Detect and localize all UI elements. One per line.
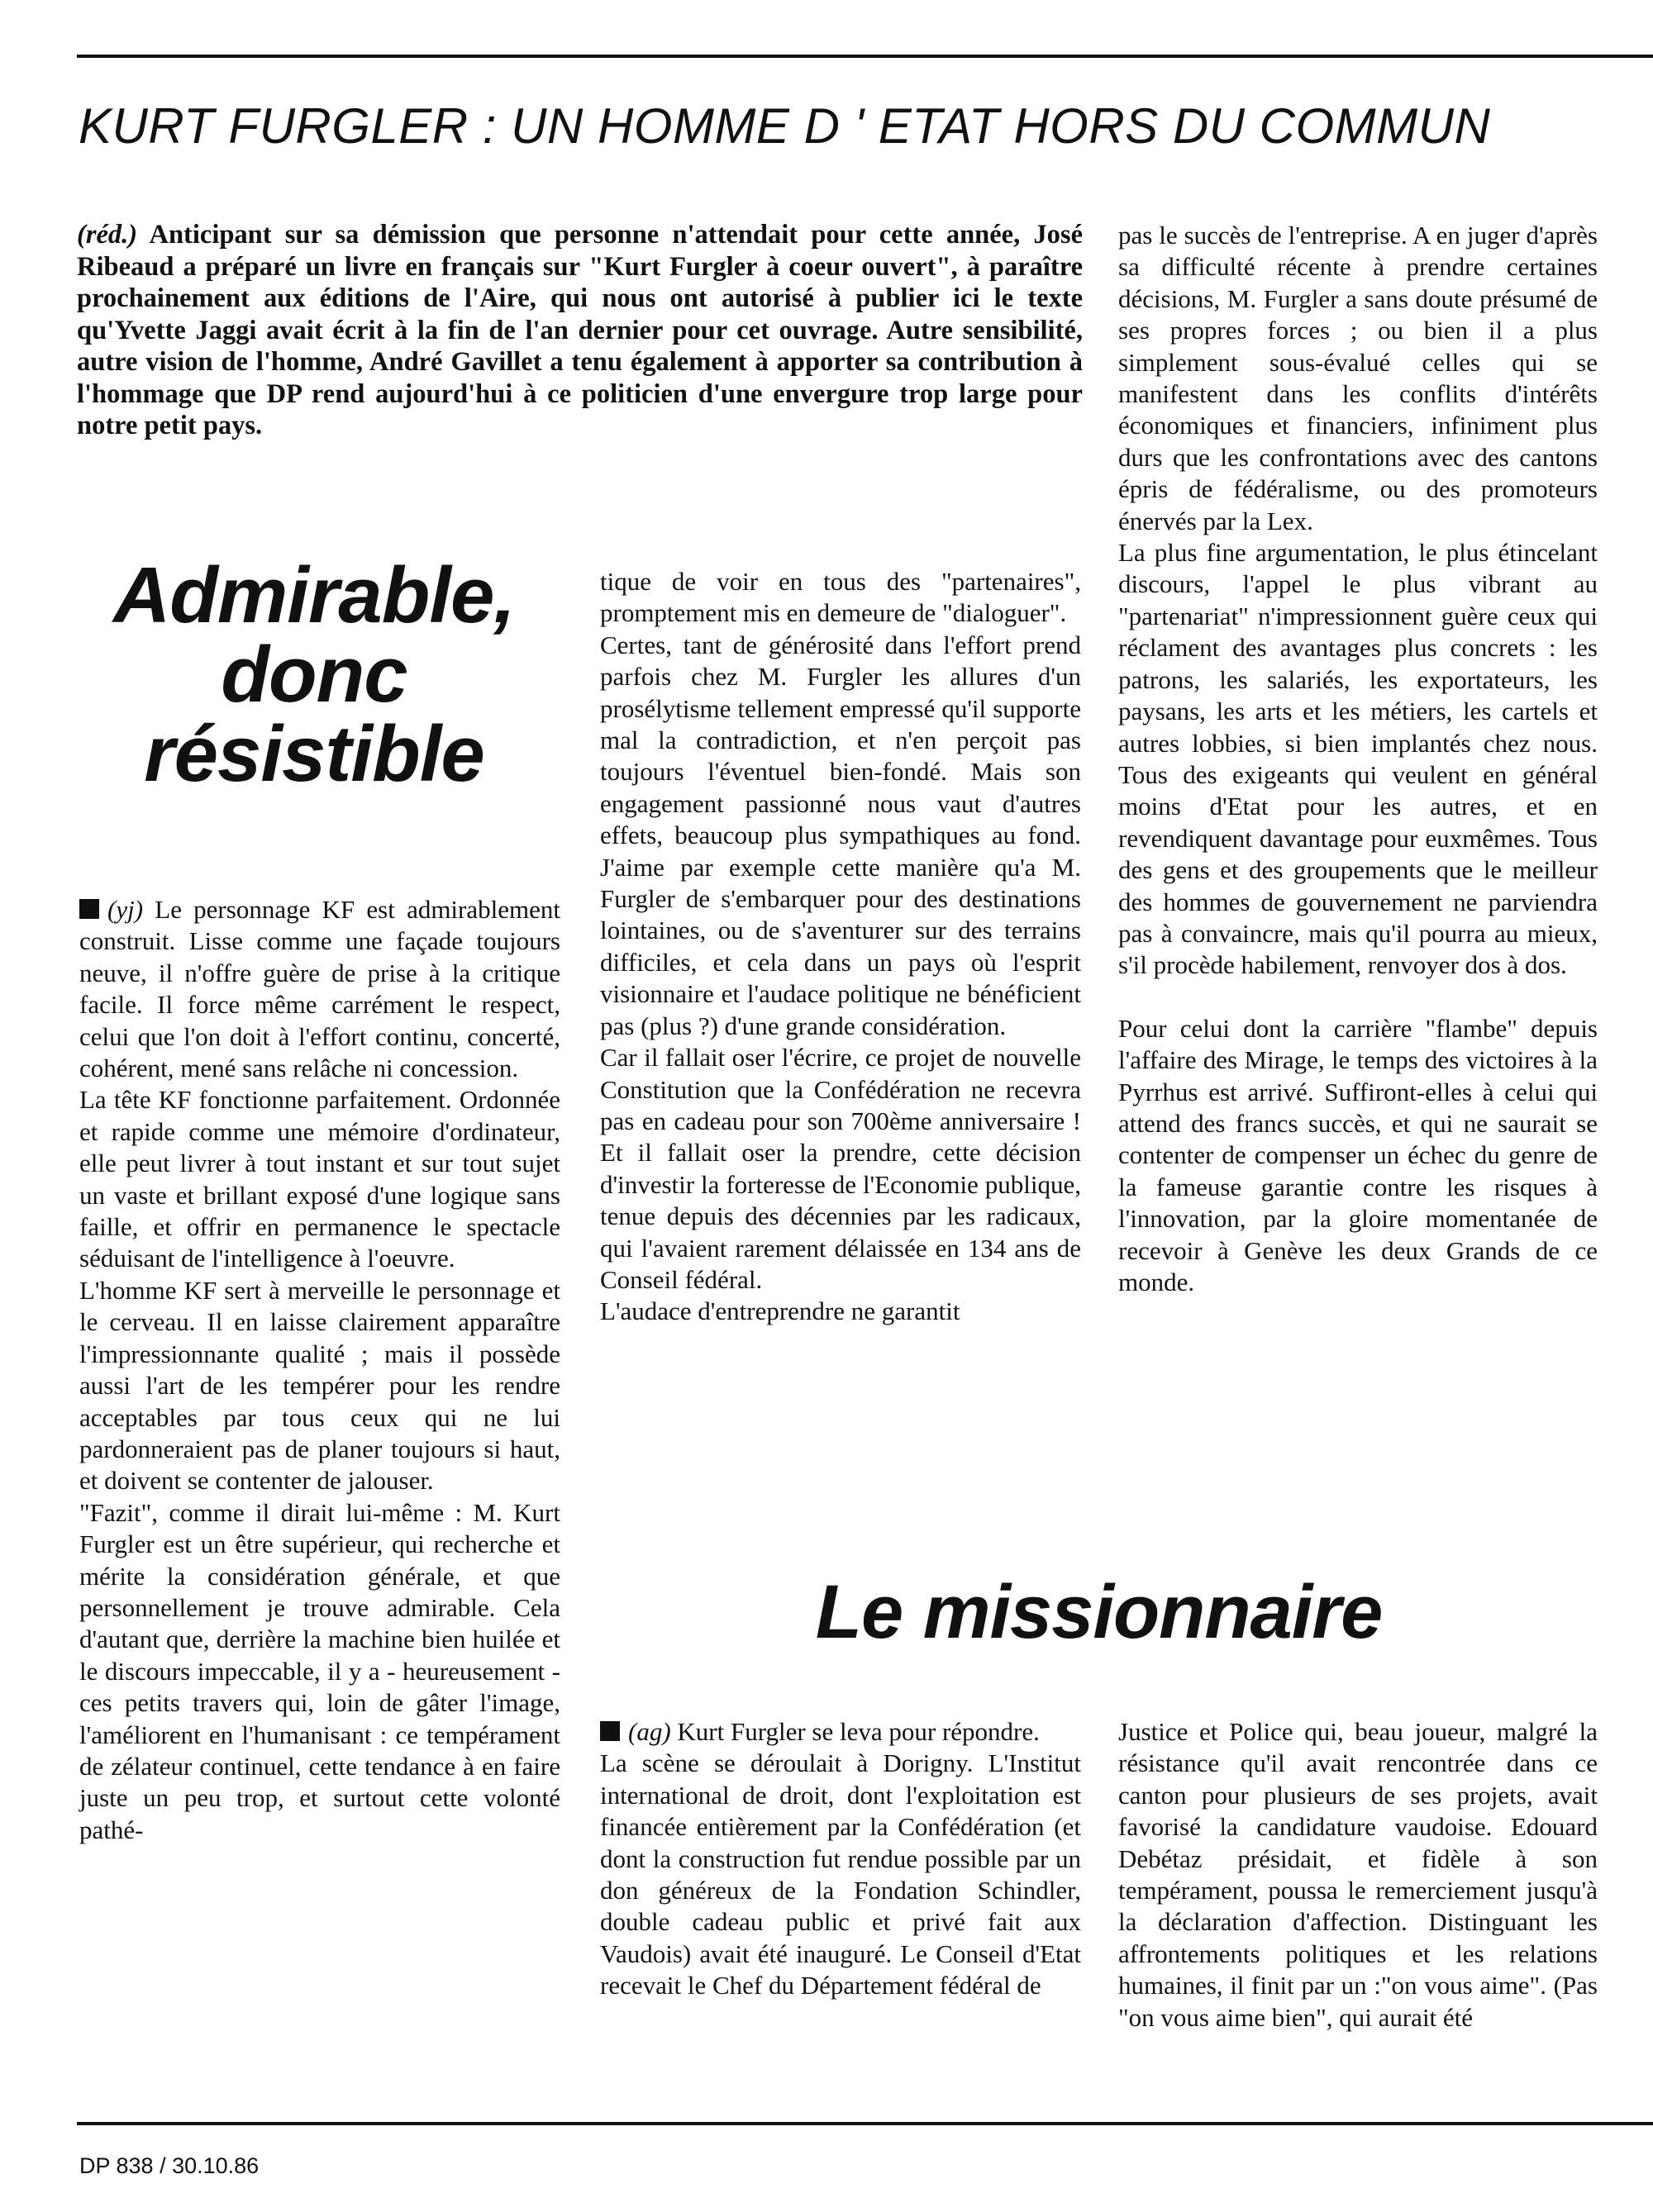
paragraph: La tête KF fonctionne parfaitement. Ordonnée et rapide comme une mémoire d'ordinateur, elle peut livrer à tout instant et sur tout sujet un vaste et brillant exposé d'une logique sans faille, et offrir en permanence le spectacle séduisant de l'intelligence à l'oeuvre. bbox=[79, 1085, 560, 1273]
paragraph: La plus fine argumentation, le plus étincelant discours, l'appel le plus vibrant au "partenariat" n'impressionnent guère ceux qui réclament des avantages plus concrets : les patrons, les salariés, les exportateurs, les paysans, les arts et les métiers, les cartels et autres lobbies, si bien implantés chez nous. Tous des exigeants qui veulent en général moins d'Etat pour les autres, et en revendiquent davantage pour euxmêmes. Tous des gens et des groupements que le meilleur des hommes de gouvernement ne parviendra pas à convaincre, mais qu'il pourra au mieux, s'il procède habilement, renvoyer dos à dos. bbox=[1118, 538, 1598, 980]
paragraph: pas le succès de l'entreprise. A en juger d'après sa difficulté récente à prendre certaines décisions, M. Furgler a sans doute présumé de ses propres forces ; ou bien il a plus simplement sous-évalué celles qui se manifestent dans les conflits d'intérêts économiques et financiers, infiniment plus durs que les confrontations avec des cantons épris de fédéralisme, ou des promoteurs énervés par la Lex. bbox=[1118, 221, 1598, 535]
top-rule bbox=[77, 55, 1653, 58]
bottom-rule bbox=[77, 2122, 1653, 2125]
paragraph: Le personnage KF est admirablement construit. Lisse comme une façade toujours neuve, il n'offre guère de prise à la critique facile. Il force même carrément le respect, celui que l'on doit à l'effort continu, concerté, cohérent, mené sans relâche ni concession. bbox=[79, 895, 560, 1083]
issue-footer: DP 838 / 30.10.86 bbox=[79, 2153, 260, 2178]
paragraph: La scène se déroulait à Dorigny. L'Institut international de droit, dont l'exploitation est financée entièrement par la Confédération (et dont la construction fut rendue possible par un don généreux de la Fondation Schindler, double cadeau public et privé fait aux Vaudois) avait été inauguré. Le Conseil d'Etat recevait le Chef du Département fédéral de bbox=[600, 1748, 1081, 2000]
column-3-text bbox=[1118, 220, 1598, 1298]
intro-text: Anticipant sur sa démission que personne n'attendait pour cette année, José Ribeaud a préparé un livre en français sur "Kurt Furgler à coeur ouvert", à paraître prochainement aux éditions de l'Aire, qui nous ont autorisé à publier ici le texte qu'Yvette Jaggi avait écrit à la fin de l'an dernier pour cet ouvrage. Autre sensibilité, autre vision de l'homme, André Gavillet a tenu également à apporter sa contribution à l'hommage que DP rend aujourd'hui à ce politicien d'une envergure trop large pour notre petit pays. bbox=[77, 220, 1083, 440]
paragraph: Certes, tant de générosité dans l'effort prend parfois chez M. Furgler les allures d'un prosélytisme tellement empressé qu'il supporte mal la contradiction, et n'en perçoit pas toujours l'éventuel bien-fondé. Mais son engagement passionné nous vaut d'autres effets, beaucoup plus sympathiques au fond. J'aime par exemple cette manière qu'a M. Furgler de s'embarquer pour des destinations lointaines, ou de s'aventurer sur des terrains difficiles, et cela dans un pays où l'esprit visionnaire et l'audace politique ne bénéficient pas (plus ?) d'une grande considération. bbox=[600, 630, 1081, 1040]
author-tag-yj: (yj) bbox=[107, 895, 144, 924]
missionnaire-column-2 bbox=[600, 1716, 1081, 2002]
headline-missionnaire: Le missionnaire bbox=[815, 1570, 1383, 1654]
article-title: KURT FURGLER : UN HOMME D ' ETAT HORS DU COMMUN bbox=[79, 98, 1491, 154]
headline-admirable: Admirable, donc résistible bbox=[112, 551, 516, 798]
intro-tag: (réd.) bbox=[77, 220, 138, 250]
bullet-square-icon bbox=[600, 1721, 620, 1741]
paragraph: Pour celui dont la carrière "flambe" depuis l'affaire des Mirage, le temps des victoires à la Pyrrhus est arrivé. Suffiront-elles à celui qui attend des francs succès, et qui ne saurait se contenter de compenser un échec du genre de la fameuse garantie contre les risques à l'innovation, par la gloire momentanée de recevoir à Genève les deux Grands de ce monde. bbox=[1118, 1013, 1598, 1296]
paragraph: Justice et Police qui, beau joueur, malgré la résistance qu'il avait rencontrée dans ce canton pour plusieurs de ses projets, avait favorisé la candidature vaudoise. Edouard Debétaz présidait, et fidèle à son tempérament, poussa le remerciement jusqu'à la déclaration d'affection. Distinguant les affrontements politiques et les relations humaines, il finit par un :"on vous aime". (Pas "on vous aime bien", qui aurait été bbox=[1118, 1717, 1598, 2032]
paragraph: tique de voir en tous des "partenaires", promptement mis en demeure de "dialoguer". bbox=[600, 567, 1081, 628]
paragraph: L'homme KF sert à merveille le personnage et le cerveau. Il en laisse clairement apparaître l'impressionnante qualité ; mais il possède aussi l'art de les tempérer pour les rendre acceptables par tous ceux qui ne lui pardonneraient pas de planer toujours si haut, et doivent se contenter de jalouser. bbox=[79, 1275, 560, 1496]
paragraph: Car il fallait oser l'écrire, ce projet de nouvelle Constitution que la Confédération ne recevra pas en cadeau pour son 700ème anniversaire ! Et il fallait oser la prendre, cette décision d'investir la forteresse de l'Economie publique, tenue depuis des décennies par les radicaux, qui l'avaient rarement délaissée en 134 ans de Conseil fédéral. bbox=[600, 1043, 1081, 1294]
intro-paragraph bbox=[77, 219, 1083, 442]
column-1-text bbox=[79, 894, 560, 1846]
bullet-square-icon bbox=[79, 899, 99, 919]
paragraph: "Fazit", comme il dirait lui-même : M. Kurt Furgler est un être supérieur, qui recherche et mérite la considération générale, et que personnellement je trouve admirable. Cela d'autant que, derrière la machine bien huilée et le discours impeccable, il y a - heureusement - ces petits travers qui, loin de gâter l'image, l'améliorent en l'humanisant : ce tempérament de zélateur continuel, cette tendance à en faire juste un peu trop, et surtout cette volonté pathé- bbox=[79, 1497, 560, 1844]
paragraph: L'audace d'entreprendre ne garantit bbox=[600, 1296, 960, 1326]
paragraph: Kurt Furgler se leva pour répondre. bbox=[670, 1717, 1040, 1746]
missionnaire-column-3 bbox=[1118, 1716, 1598, 2034]
author-tag-ag: (ag) bbox=[628, 1717, 671, 1746]
column-2-text bbox=[600, 566, 1081, 1328]
